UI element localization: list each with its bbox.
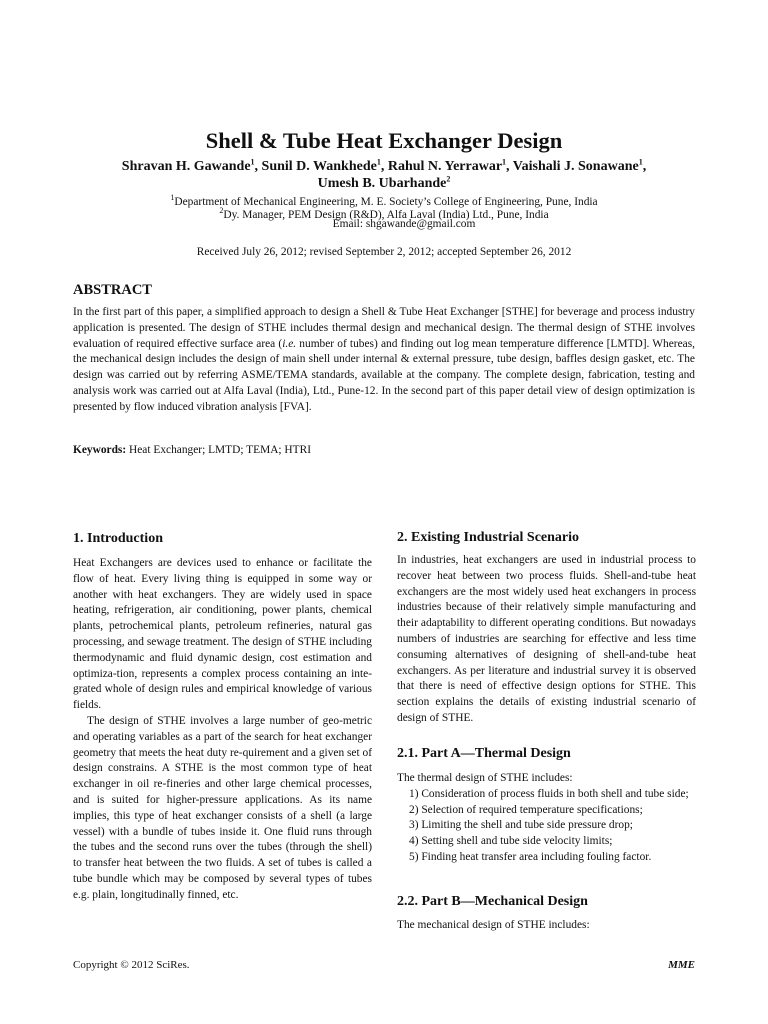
partA-body (397, 771, 696, 866)
intro-heading: 1. Introduction (73, 531, 163, 546)
partB-intro: The mechanical design of STHE includes: (397, 919, 590, 931)
partA-item: 2) Selection of required temperature specifications; (409, 803, 643, 816)
existing-heading: 2. Existing Industrial Scenario (397, 530, 580, 545)
paper-title: Shell & Tube Heat Exchanger Design (205, 128, 563, 153)
abstract-text-1: In the first part of this paper, a simplified approach to design a Shell & Tube Heat Exchanger [STHE] for beverage and process industry application is presented. The design of STHE includes thermal design and mechanical design. The thermal design of STHE involves evaluation of required effective surface area ( (73, 306, 695, 350)
keywords-line (73, 444, 695, 456)
partA-item: 1) Consideration of process fluids in both shell and tube side; (409, 787, 689, 800)
author-name: Rahul N. Yerrawar (387, 159, 503, 174)
author-line-1: Shravan H. Gawande$^1$, Sunil D. Wankhede$^1$, Rahul N. Yerrawar$^1$, Vaishali J. Sonawane$^1$, (121, 157, 647, 174)
partA-item: 4) Setting shell and tube side velocity limits; (409, 835, 613, 848)
author-name: Shravan H. Gawande (121, 159, 251, 174)
author-affil-mark: 1 (250, 157, 255, 167)
author-list (60, 158, 708, 192)
journal-abbrev: MME (668, 959, 695, 971)
keywords-text: Heat Exchanger; LMTD; TEMA; HTRI (129, 444, 312, 456)
existing-paragraph-1: In industries, heat exchangers are used in industrial process to recover heat between two process fluids. Shell-and-tube heat exchangers are the most widely used heat exchangers in process industries because of their relatively simple manufacturing and their adaptability to different operating conditions. But nowadays numbers of industries are searching for effective and less time consuming alternatives of designing of shell-and-tube heat exchangers. As per literature and industrial survey it is observed that there is need of effective design options for STHE. This section explains the details of existing industrial scenario of design of STHE. (397, 554, 696, 724)
author-name: Vaishali J. Sonawane (512, 159, 639, 174)
partA-item: 5) Finding heat transfer area including fouling factor. (409, 850, 652, 863)
abstract-heading: ABSTRACT (73, 282, 152, 298)
author-affil-mark: 1 (376, 157, 381, 167)
intro-body (73, 556, 372, 904)
partB-heading: 2.2. Part B—Mechanical Design (397, 894, 588, 909)
author-email: Email: shgawande@gmail.com (332, 218, 476, 230)
author-affil-mark: 2 (446, 174, 451, 184)
partA-item: 3) Limiting the shell and tube side pressure drop; (409, 819, 633, 832)
affil-mark: 2 (219, 206, 224, 216)
copyright-notice: Copyright © 2012 SciRes. (73, 959, 190, 971)
author-affil-mark: 1 (638, 157, 643, 167)
received-dates: Received July 26, 2012; revised September 2, 2012; accepted September 26, 2012 (196, 246, 572, 258)
partA-heading: 2.1. Part A—Thermal Design (397, 746, 571, 761)
abstract-ie: i.e. (282, 337, 297, 350)
existing-body (397, 553, 696, 727)
affil-mark: 1 (170, 193, 175, 203)
affil-text: Dy. Manager, PEM Design (R&D), Alfa Laval (India) Ltd., Pune, India (223, 209, 549, 221)
author-line-2 (60, 175, 708, 192)
affiliation-1 (60, 193, 708, 208)
author-name: Sunil D. Wankhede (261, 159, 377, 174)
intro-paragraph-1: Heat Exchangers are devices used to enhance or facilitate the flow of heat. Every living thing is equipped in some way or another with heat exchangers. They are widely used in space heating, refrigeration, air conditioning, power plants, chemical plants, petrochemical plants, petroleum refineries, natural gas processing, and sewage treatment. The design of STHE including thermodynamic and fluid dynamic design, cost estimation and optimiza-tion, represents a complex process containing an inte-grated whole of design rules and empirical knowledge of various fields. (73, 557, 372, 712)
affil-text: Department of Mechanical Engineering, M. E. Society’s College of Engineering, Pune, India (174, 196, 598, 208)
abstract-text-2: number of tubes) and finding out log mean temperature difference [LMTD]. Whereas, the mechanical design includes the design of main shell under internal & external pressure, tube design, baffles design gasket, etc. The design was carried out by referring ASME/TEMA standards, available at the company. The complete design, fabrication, testing and analysis work was carried out at Alfa Laval (India), Ltd., Pune-12. In the second part of this paper detail view of design optimization is presented by flow induced vibration analysis [FVA]. (73, 337, 695, 413)
abstract-body (73, 305, 695, 416)
intro-paragraph-2: The design of STHE involves a large number of geo-metric and operating variables as a part of the search for heat exchanger geometry that meets the heat duty re-quirement and a given set of design constrains. A STHE is the most common type of heat exchanger in oil re-fineries and other large chemical processes, and is suited for higher-pressure applications. As its name implies, this type of heat exchanger consists of a shell (a large vessel) with a bundle of tubes inside it. One fluid runs through the tubes and the second runs over the tubes (through the shell) to transfer heat between the two fluids. A set of tubes is called a tube bundle which may be composed by several types of tubes e.g. plain, longitudinally finned, etc. (73, 714, 372, 901)
author-name: Umesh B. Ubarhande (317, 176, 447, 191)
partA-intro: The thermal design of STHE includes: (397, 772, 573, 784)
author-affil-mark: 1 (502, 157, 507, 167)
partB-body (397, 918, 696, 934)
keywords-label: Keywords: (73, 444, 127, 456)
